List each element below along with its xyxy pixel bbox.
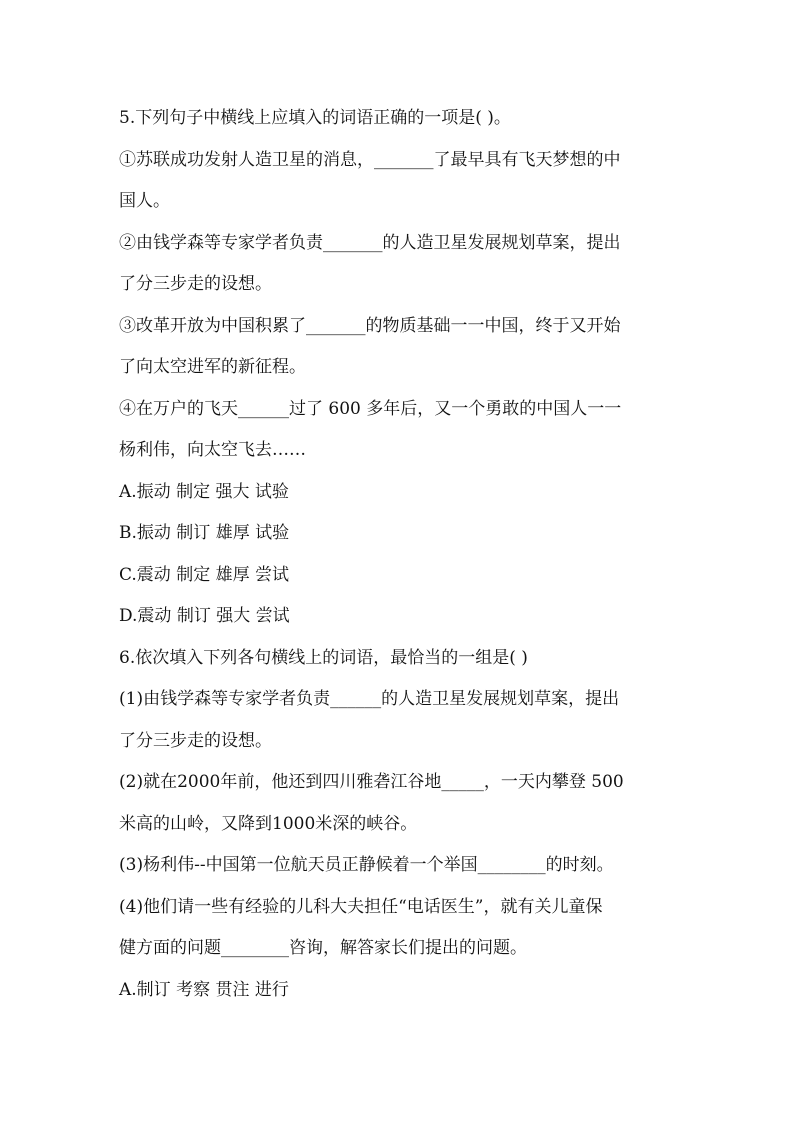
q5-sentence-1-line-1: ①苏联成功发射人造卫星的消息，_______了最早具有飞天梦想的中 bbox=[119, 150, 621, 170]
q6-sentence-3: (3)杨利伟--中国第一位航天员正静候着一个举国________的时刻。 bbox=[119, 855, 614, 875]
q6-sentence-4-line-2: 健方面的问题________咨询，解答家长们提出的问题。 bbox=[119, 938, 527, 958]
q5-sentence-2-line-1: ②由钱学森等专家学者负责_______的人造卫星发展规划草案，提出 bbox=[119, 233, 621, 253]
q6-sentence-1-line-2: 了分三步走的设想。 bbox=[119, 731, 272, 751]
q6-sentence-1-line-1: (1)由钱学森等专家学者负责______的人造卫星发展规划草案，提出 bbox=[119, 689, 620, 709]
q5-option-c: C.震动 制定 雄厚 尝试 bbox=[119, 565, 290, 585]
question-5-stem: 5.下列句子中横线上应填入的词语正确的一项是( )。 bbox=[119, 108, 511, 128]
q6-sentence-2-line-1: (2)就在2000年前，他还到四川雅砻江谷地_____，一天内攀登 500 bbox=[119, 772, 624, 792]
q5-sentence-1-line-2: 国人。 bbox=[119, 191, 170, 211]
q5-sentence-2-line-2: 了分三步走的设想。 bbox=[119, 274, 272, 294]
q5-option-a: A.振动 制定 强大 试验 bbox=[119, 482, 289, 502]
q5-sentence-3-line-1: ③改革开放为中国积累了_______的物质基础一一中国，终于又开始 bbox=[119, 316, 621, 336]
q6-option-a: A.制订 考察 贯注 进行 bbox=[119, 980, 289, 1000]
q5-sentence-3-line-2: 了向太空进军的新征程。 bbox=[119, 357, 306, 377]
q6-sentence-2-line-2: 米高的山岭，又降到1000米深的峡谷。 bbox=[119, 814, 418, 834]
q5-sentence-4-line-2: 杨利伟，向太空飞去…… bbox=[119, 440, 306, 460]
q6-sentence-4-line-1: (4)他们请一些有经验的儿科大夫担任“电话医生”，就有关儿童保 bbox=[119, 897, 603, 917]
q5-option-d: D.震动 制订 强大 尝试 bbox=[119, 606, 290, 626]
q5-option-b: B.振动 制订 雄厚 试验 bbox=[119, 523, 290, 543]
q5-sentence-4-line-1: ④在万户的飞天______过了 600 多年后，又一个勇敢的中国人一一 bbox=[119, 399, 622, 419]
question-6-stem: 6.依次填入下列各句横线上的词语，最恰当的一组是( ) bbox=[119, 648, 528, 668]
